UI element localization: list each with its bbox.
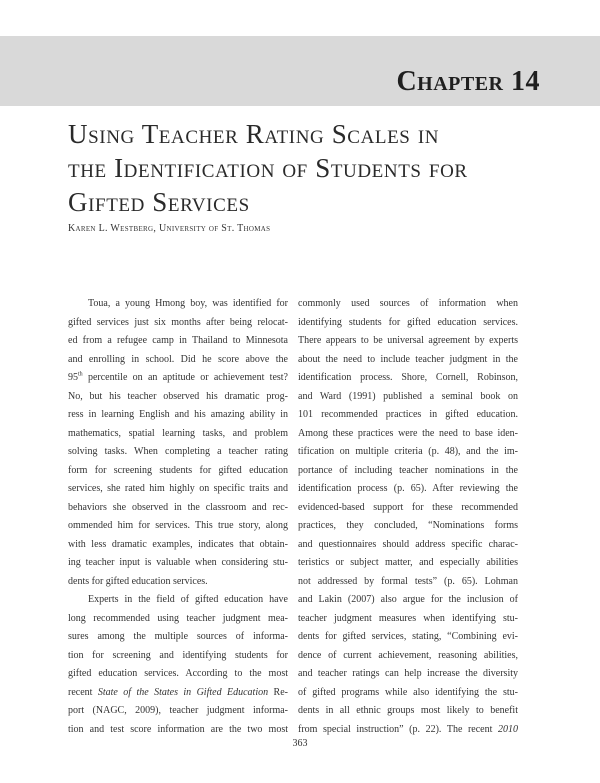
text-line: gifted education services. According to the most: [68, 668, 288, 679]
chapter-title: [68, 117, 548, 219]
text-line: sures among the multiple sources of informa-: [68, 631, 288, 642]
text-line: solving tasks. When completing a teacher rating: [68, 446, 288, 457]
text-line: tification on multiple criteria (p. 48), and the im-: [298, 446, 518, 457]
text-line: not addressed by formal tests” (p. 65). Lohman: [298, 575, 518, 587]
text-line: dents for gifted education services.: [68, 575, 208, 587]
text-line: 101 recommended practices in gifted education.: [298, 409, 518, 420]
text-line: portance of including teacher nominations in the: [298, 464, 518, 476]
text-line: and teacher ratings can help increase the diversity: [298, 668, 518, 679]
text-line: with less dramatic examples, indicates that obtain-: [68, 538, 288, 550]
ordinal-suffix: th: [78, 371, 83, 378]
text-line: mathematics, spatial learning tasks, and problem: [68, 427, 288, 439]
body-column-right: [298, 295, 518, 739]
text-line: long recommended using teacher judgment mea-: [68, 612, 288, 624]
text-line: evidenced-based support for these recommended: [298, 501, 518, 513]
italic-year: 2010: [498, 723, 518, 735]
text-line: dents in all ethnic groups most likely to benefit: [298, 705, 518, 716]
text-line: port (NAGC, 2009), teacher judgment informa-: [68, 705, 288, 716]
text-line: commonly used sources of information when: [298, 298, 518, 309]
text-line: [68, 684, 288, 703]
text-line: and Lakin (2007) also argue for the inclusion of: [298, 594, 518, 605]
percentile-number: 95: [68, 372, 78, 383]
chapter-title-line: Gifted Services: [68, 187, 250, 217]
text-line: gifted services just six months after being relocat-: [68, 316, 288, 328]
chapter-title-line: the Identification of Students for: [68, 153, 468, 183]
cited-report-title: State of the States in Gifted Education: [97, 686, 269, 698]
text-line: Experts in the field of gifted education have: [88, 594, 288, 605]
text-line: behaviors she observed in the classroom and rec-: [68, 501, 288, 513]
text-fragment: percentile on an aptitude or achievement test?: [82, 372, 288, 383]
text-line: teacher judgment measures when identifying stu-: [298, 612, 518, 624]
text-line: [298, 721, 518, 740]
text-line: and questionnaires should address specific charac-: [298, 538, 518, 550]
text-line: tion and test score information are the two most: [68, 723, 288, 735]
text-line: of gifted programs while also identifying the stu-: [298, 686, 518, 698]
text-line: identifying students for gifted education services.: [298, 316, 518, 328]
text-fragment: from special instruction” (p. 22). The recent: [298, 723, 498, 735]
text-line: No, but his teacher observed his dramatic prog-: [68, 390, 288, 402]
chapter-label: Chapter 14: [396, 66, 540, 97]
text-line: dence of current achievement, reasoning abilities,: [298, 649, 518, 661]
text-line: ed from a refugee camp in Thailand to Minnesota: [68, 335, 288, 346]
text-line: Toua, a young Hmong boy, was identified for: [88, 298, 288, 309]
text-line: There appears to be universal agreement by experts: [298, 335, 518, 346]
text-line: Among these practices were the need to base iden-: [298, 427, 518, 439]
text-line: ing teacher input is valuable when considering stu-: [68, 557, 288, 568]
text-line: tion for screening and identifying students for: [68, 649, 288, 661]
chapter-title-line: Using Teacher Rating Scales in: [68, 119, 440, 149]
text-fragment: Re-: [268, 686, 288, 698]
text-line: services, she rated him highly on specific traits and: [68, 483, 288, 494]
text-line: form for screening students for gifted education: [68, 464, 288, 476]
text-line: ress in learning English and his amazing ability in: [68, 409, 288, 420]
text-line: practices, they concluded, “Nominations forms: [298, 520, 518, 531]
text-line: identification process (p. 65). After reviewing the: [298, 483, 518, 494]
text-line: identification process. Shore, Cornell, Robinson,: [298, 372, 518, 383]
text-line: dents for gifted services, stating, “Combining evi-: [298, 631, 518, 642]
page-number: 363: [292, 738, 308, 749]
text-line: ommended him for services. This true story, along: [68, 520, 288, 531]
text-fragment: recent: [68, 686, 98, 698]
text-line: and Ward (1991) published a seminal book on: [298, 390, 518, 402]
author-byline: Karen L. Westberg, University of St. Thomas: [68, 223, 271, 234]
text-line: about the need to include teacher judgment in the: [298, 353, 518, 365]
text-line: and enrolling in school. Did he score above the: [68, 353, 288, 365]
text-line: teristics or subject matter, and especially abilities: [298, 557, 518, 568]
text-line: [68, 369, 288, 388]
body-column-left: [68, 295, 288, 739]
